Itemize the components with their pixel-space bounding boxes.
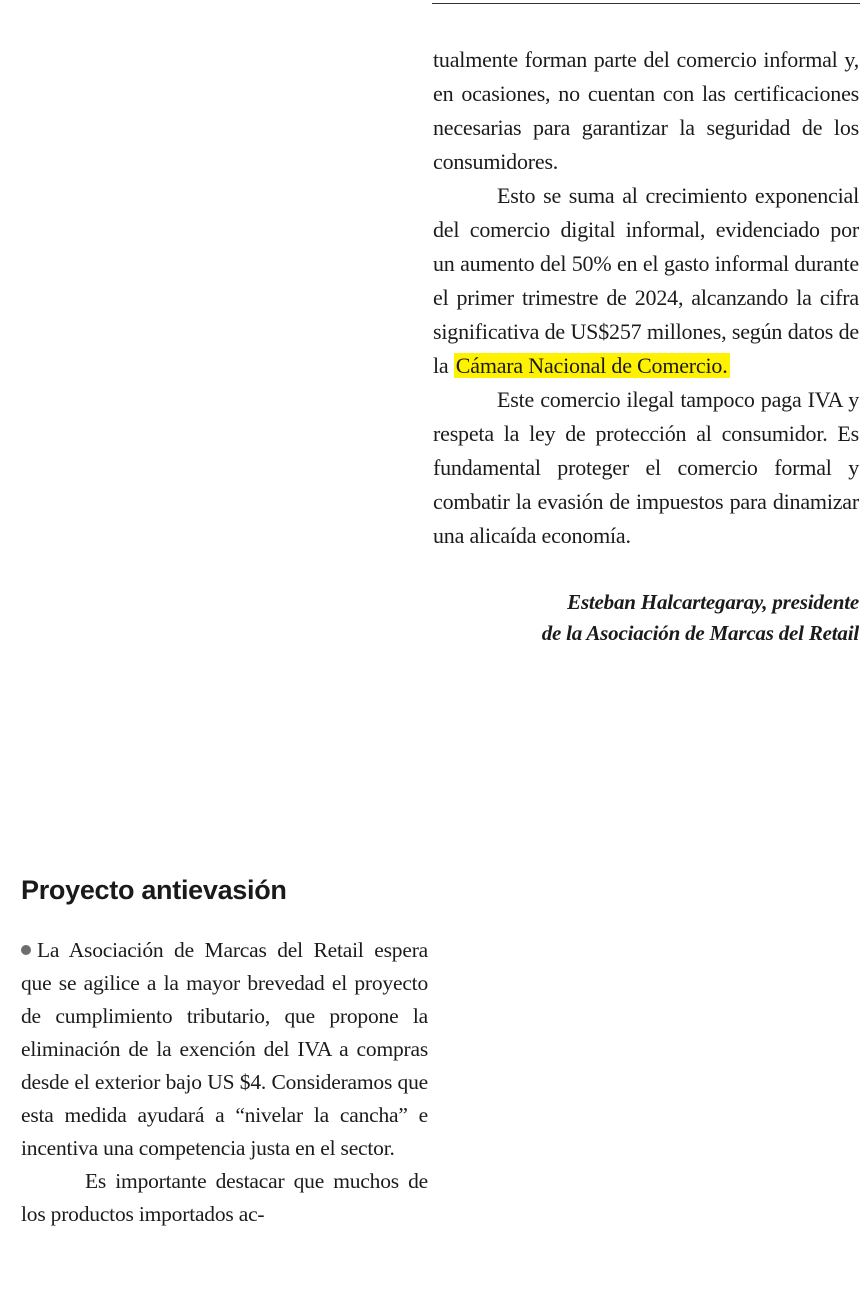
body-paragraph: tualmente forman parte del comercio informal y, en ocasiones, no cuentan con las certificaciones necesarias para garantizar la seguridad de los consumidores. bbox=[433, 47, 859, 174]
signature-line-1: Esteban Halcartegaray, presidente bbox=[567, 590, 859, 614]
body-paragraph: Este comercio ilegal tampoco paga IVA y respeta la ley de protección al consumidor. Es fundamental proteger el comercio formal y combatir la evasión de impuestos para dinamizar una alicaída economía. bbox=[433, 387, 859, 548]
body-paragraph-intro bbox=[21, 934, 428, 1165]
signature-line-2: de la Asociación de Marcas del Retail bbox=[541, 621, 859, 645]
author-signature bbox=[433, 587, 859, 649]
bullet-icon bbox=[21, 945, 31, 955]
letter-column bbox=[21, 870, 428, 1231]
letter-continuation-column bbox=[433, 43, 859, 649]
body-paragraph: Es importante destacar que muchos de los productos importados ac- bbox=[21, 1169, 428, 1226]
letter-heading: Proyecto antievasión bbox=[21, 875, 287, 905]
paragraph-text: Esto se suma al crecimiento exponencial del comercio digital informal, evidenciado por un aumento del 50% en el gasto informal durante el primer trimestre de 2024, alcanzando la cifra significativa de US$257 millones, según datos de la bbox=[433, 183, 859, 378]
paragraph-text: La Asociación de Marcas del Retail espera que se agilice a la mayor brevedad el proyecto de cumplimiento tributario, que propone la eliminación de la exención del IVA a compras desde el exterior bajo US $4. Consideramos que esta medida ayudará a “nivelar la cancha” e incentiva una competencia justa en el sector. bbox=[21, 938, 428, 1160]
highlighted-source: Cámara Nacional de Comercio. bbox=[455, 353, 728, 378]
body-paragraph-statistics bbox=[433, 179, 859, 383]
column-top-rule bbox=[432, 3, 860, 4]
